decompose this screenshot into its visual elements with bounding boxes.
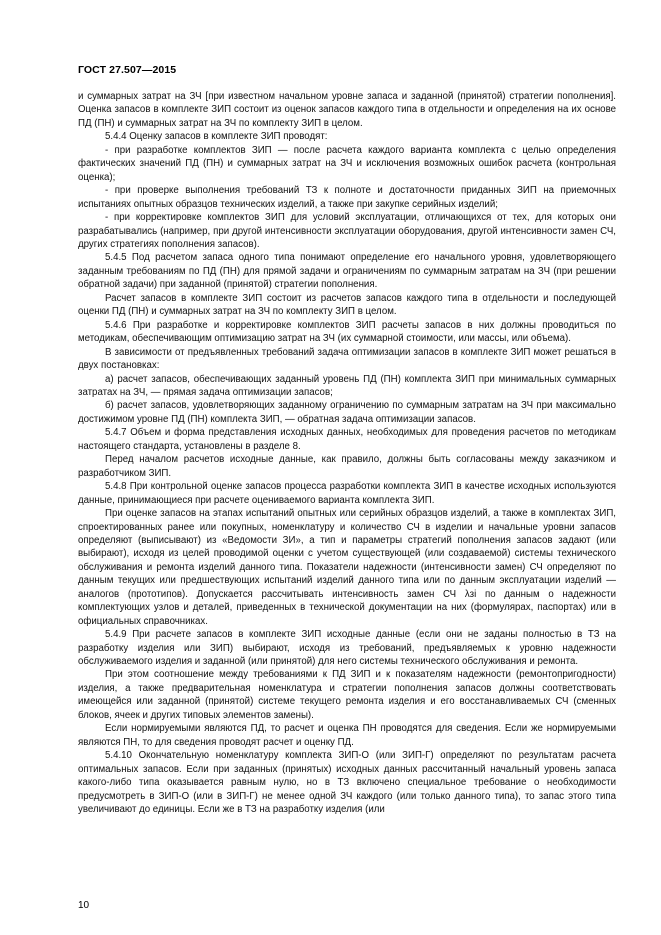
paragraph: Расчет запасов в комплекте ЗИП состоит из расчетов запасов каждого типа в отдельности и последующей оценки ПД (ПН) и суммарных затрат на ЗЧ по комплекту ЗИП в целом. (78, 292, 616, 318)
paragraph: При этом соотношение между требованиями к ПД ЗИП и к показателям надежности (ремонтопригодности) изделия, а также предварительная номенклатура и стратегии пополнения запасов должны соответствовать имеющейся или заданной (принятой) системе текущего ремонта изделия и его восстанавливаемых СЧ (сменных блоков, ячеек и других типовых элементов замены). (78, 669, 616, 721)
paragraph: - при проверке выполнения требований ТЗ к полноте и достаточности приданных ЗИП на приемочных испытаниях опытных образцов технических изделий, а также при закупке серийных изделий; (78, 185, 616, 210)
document-body (78, 90, 616, 816)
page-header-standard-id: ГОСТ 27.507—2015 (78, 64, 177, 76)
paragraph: 5.4.8 При контрольной оценке запасов процесса разработки комплекта ЗИП в качестве исходных используются данные, принимающиеся при расчете оцениваемого варианта комплекта ЗИП. (78, 481, 616, 506)
page-number: 10 (78, 900, 90, 911)
paragraph: 5.4.4 Оценку запасов в комплекте ЗИП проводят: (105, 131, 328, 143)
paragraph: 5.4.7 Объем и форма представления исходных данных, необходимых для проведения расчетов по методикам настоящего стандарта, установлены в разделе 8. (78, 427, 616, 452)
paragraph: При оценке запасов на этапах испытаний опытных или серийных образцов изделий, а также в комплектах ЗИП, спроектированных ранее или покупных, номенклатуру и количество СЧ в изделии и начальные уровни запасов определяют (выписывают) из «Ведомости ЗИ», а тип и параметры стратегий пополнения запасов задают (или выбирают), исходя из целей проводимой оценки с учетом существующей (или создаваемой) системы технического обслуживания и ремонта изделий данного типа. Показатели надежности (интенсивности замен) СЧ определяют по данным текущих или предшествующих испытаний изделий данного типа или по данным эксплуатации изделий — аналогов (прототипов). Допускается рассчитывать интенсивность замен СЧ λзi по данным о надежности комплектующих узлов и деталей, приведенных в технической документации на них (формулярах, паспортах) или в официальных справочниках. (78, 508, 616, 627)
paragraph: Если нормируемыми являются ПД, то расчет и оценка ПН проводятся для сведения. Если же нормируемыми являются ПН, то для сведения проводят расчет и оценку ПД. (78, 723, 616, 748)
paragraph: В зависимости от предъявленных требований задача оптимизации запасов в комплекте ЗИП может решаться в двух постановках: (78, 346, 616, 372)
paragraph: Перед началом расчетов исходные данные, как правило, должны быть согласованы между заказчиком и разработчиком ЗИП. (78, 454, 616, 479)
paragraph: а) расчет запасов, обеспечивающих заданный уровень ПД (ПН) комплекта ЗИП при минимальных суммарных затратах на ЗЧ, — прямая задача оптимизации запасов; (78, 373, 616, 398)
paragraph: 5.4.10 Окончательную номенклатуру комплекта ЗИП-О (или ЗИП-Г) определяют по результатам расчета оптимальных запасов. Если при заданных (принятых) исходных данных рассчитанный начальный уровень запаса какого-либо типа оказывается равным нулю, но в ТЗ включено специальное требование о необходимости предусмотреть в ЗИП-О (или в ЗИП-Г) не менее одной ЗЧ каждого (или только данного типа), то запас этого типа увеличивают до единицы. Если же в ТЗ на разработку изделия (или (78, 750, 616, 816)
paragraph: - при разработке комплектов ЗИП — после расчета каждого варианта комплекта с целью определения фактических значений ПД (ПН) и суммарных затрат на ЗЧ и исключения возможных ошибок расчета (контрольная оценка); (78, 144, 616, 183)
paragraph: - при корректировке комплектов ЗИП для условий эксплуатации, отличающихся от тех, для которых они разрабатывались (например, при другой интенсивности эксплуатации оборудования, другой интенсивности замен СЧ, других стратегиях пополнения запасов). (78, 212, 616, 250)
paragraph: 5.4.5 Под расчетом запаса одного типа понимают определение его начального уровня, удовлетворяющего заданным требованиям по ПД (ПН) для прямой задачи и ограничениям по суммарным затратам на ЗЧ (при решении обратной задачи) при заданной (принятой) стратегии пополнения. (78, 252, 616, 291)
paragraph: и суммарных затрат на ЗЧ [при известном начальном уровне запаса и заданной (принятой) стратегии пополнения]. Оценка запасов в комплекте ЗИП состоит из оценок запасов каждого типа в отдельности и определения на их основе ПД (ПН) и суммарных затрат на ЗЧ по комплекту ЗИП в целом. (78, 91, 616, 129)
paragraph: 5.4.6 При разработке и корректировке комплектов ЗИП расчеты запасов в них должны проводиться по методикам, обеспечивающим оптимизацию затрат на ЗЧ (их суммарной стоимости, или массы, или объема). (78, 319, 616, 345)
paragraph: б) расчет запасов, удовлетворяющих заданному ограничению по суммарным затратам на ЗЧ при максимально достижимом уровне ПД (ПН) комплекта ЗИП, — обратная задача оптимизации запасов. (78, 400, 616, 425)
paragraph: 5.4.9 При расчете запасов в комплекте ЗИП исходные данные (если они не заданы полностью в ТЗ на разработку изделия или ЗИП) выбирают, исходя из требований, предъявляемых к уровню надежности обслуживаемого изделия и заданной (или принятой) для него системы технического обслуживания и ремонта. (78, 629, 616, 668)
